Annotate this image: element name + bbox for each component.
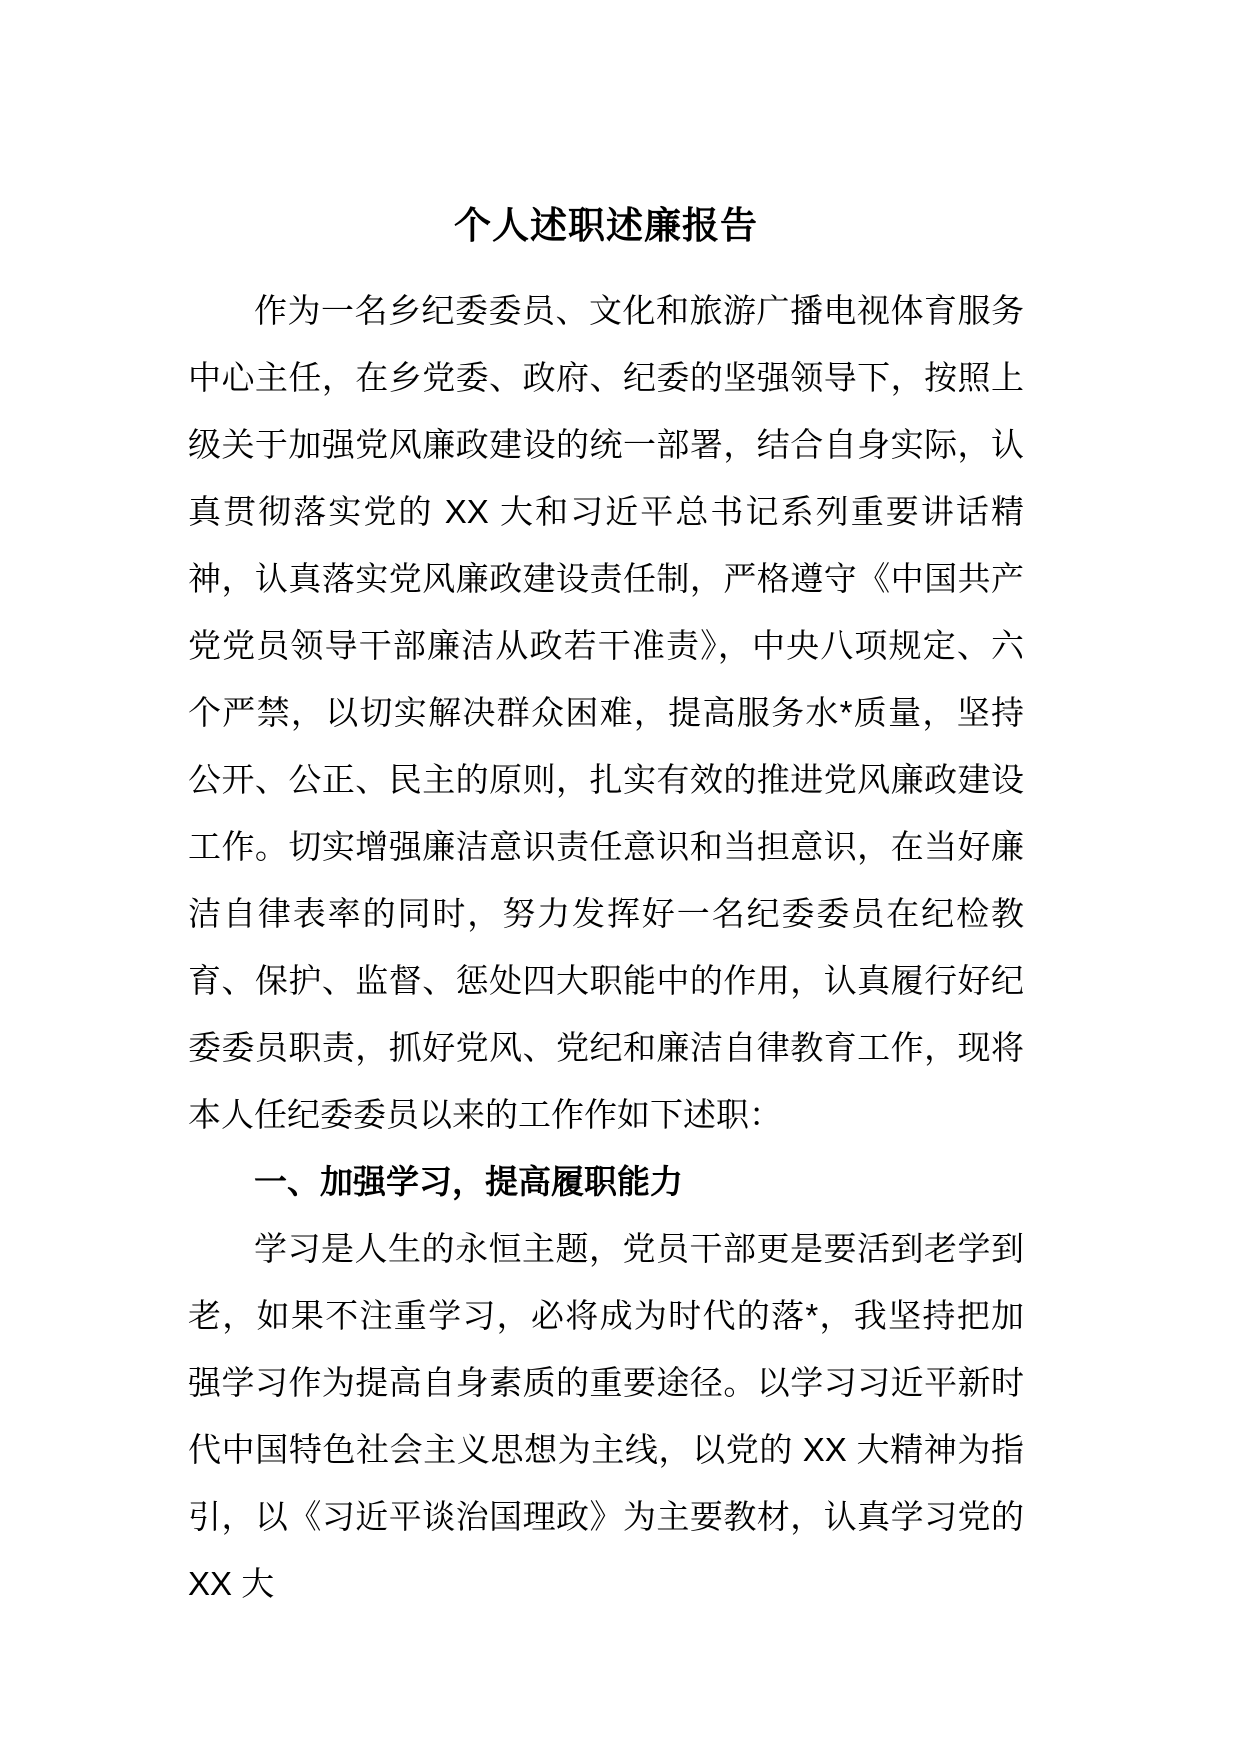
section-1-heading: 一、加强学习，提高履职能力 [254, 1163, 683, 1200]
document-title: 个人述职述廉报告 [454, 205, 758, 246]
section-1-paragraph: 学习是人生的永恒主题，党员干部更是要活到老学到老，如果不注重学习，必将成为时代的落*，我坚持把加强学习作为提高自身素质的重要途径。以学习习近平新时代中国特色社会主义思想为主线，以党的 XX 大精神为指引，以《习近平谈治国理政》为主要教材，认真学习党的 XX 大 [188, 1230, 1024, 1602]
intro-paragraph: 作为一名乡纪委委员、文化和旅游广播电视体育服务中心主任，在乡党委、政府、纪委的坚强领导下，按照上级关于加强党风廉政建设的统一部署，结合自身实际，认真贯彻落实党的 XX 大和习近平总书记系列重要讲话精神，认真落实党风廉政建设责任制，严格遵守《中国共产党党员领导干部廉洁从政若干准责》，中央八项规定、六个严禁，以切实解决群众困难，提高服务水*质量，坚持公开、公正、民主的原则，扎实有效的推进党风廉政建设工作。切实增强廉洁意识责任意识和当担意识，在当好廉洁自律表率的同时，努力发挥好一名纪委委员在纪检教育、保护、监督、惩处四大职能中的作用，认真履行好纪委委员职责，抓好党风、党纪和廉洁自律教育工作，现将本人任纪委委员以来的工作作如下述职： [188, 292, 1024, 1133]
